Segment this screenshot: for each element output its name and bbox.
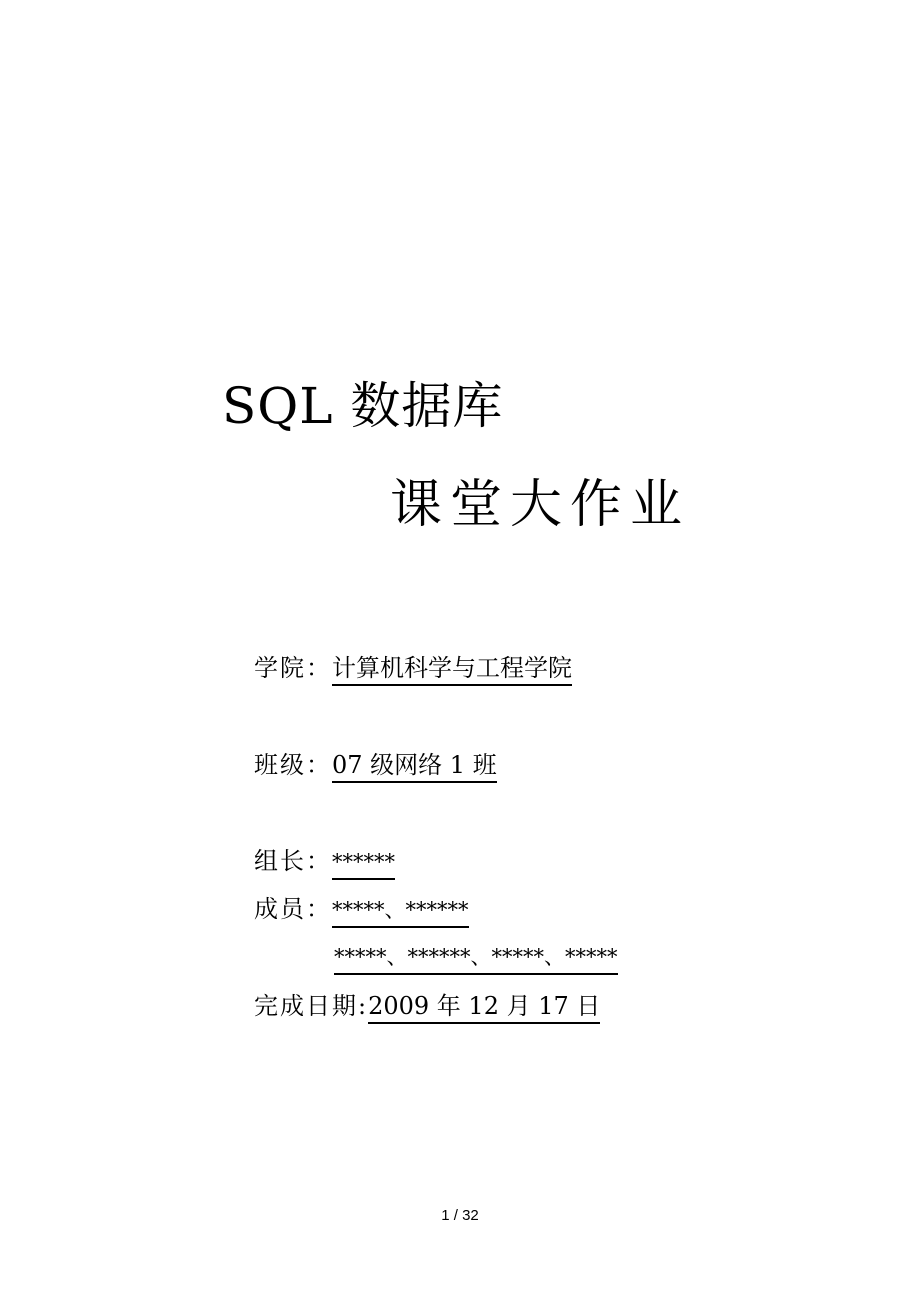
- leader-label: 组长：: [254, 847, 332, 875]
- date-label: 完成日期:: [254, 992, 369, 1020]
- members-value-line1: *****、******: [332, 895, 469, 928]
- college-label: 学院：: [254, 654, 332, 682]
- members-value-line2: *****、******、*****、*****: [334, 942, 618, 975]
- date-value: 2009 年 12 月 17 日: [368, 991, 600, 1024]
- college-field: [254, 652, 572, 686]
- college-value: 计算机科学与工程学院: [332, 653, 572, 686]
- leader-value: ******: [332, 847, 395, 880]
- document-title-line1: SQL 数据库: [222, 377, 504, 435]
- class-field: [254, 749, 497, 783]
- page-number: 1 / 32: [441, 1207, 479, 1224]
- class-label: 班级：: [254, 751, 332, 779]
- document-title-line2: 课堂大作业: [390, 475, 691, 535]
- members-label: 成员：: [254, 895, 332, 923]
- class-value: 07 级网络 1 班: [332, 750, 497, 783]
- date-field: [254, 990, 600, 1024]
- leader-field: [254, 845, 395, 880]
- members-field: [254, 893, 469, 928]
